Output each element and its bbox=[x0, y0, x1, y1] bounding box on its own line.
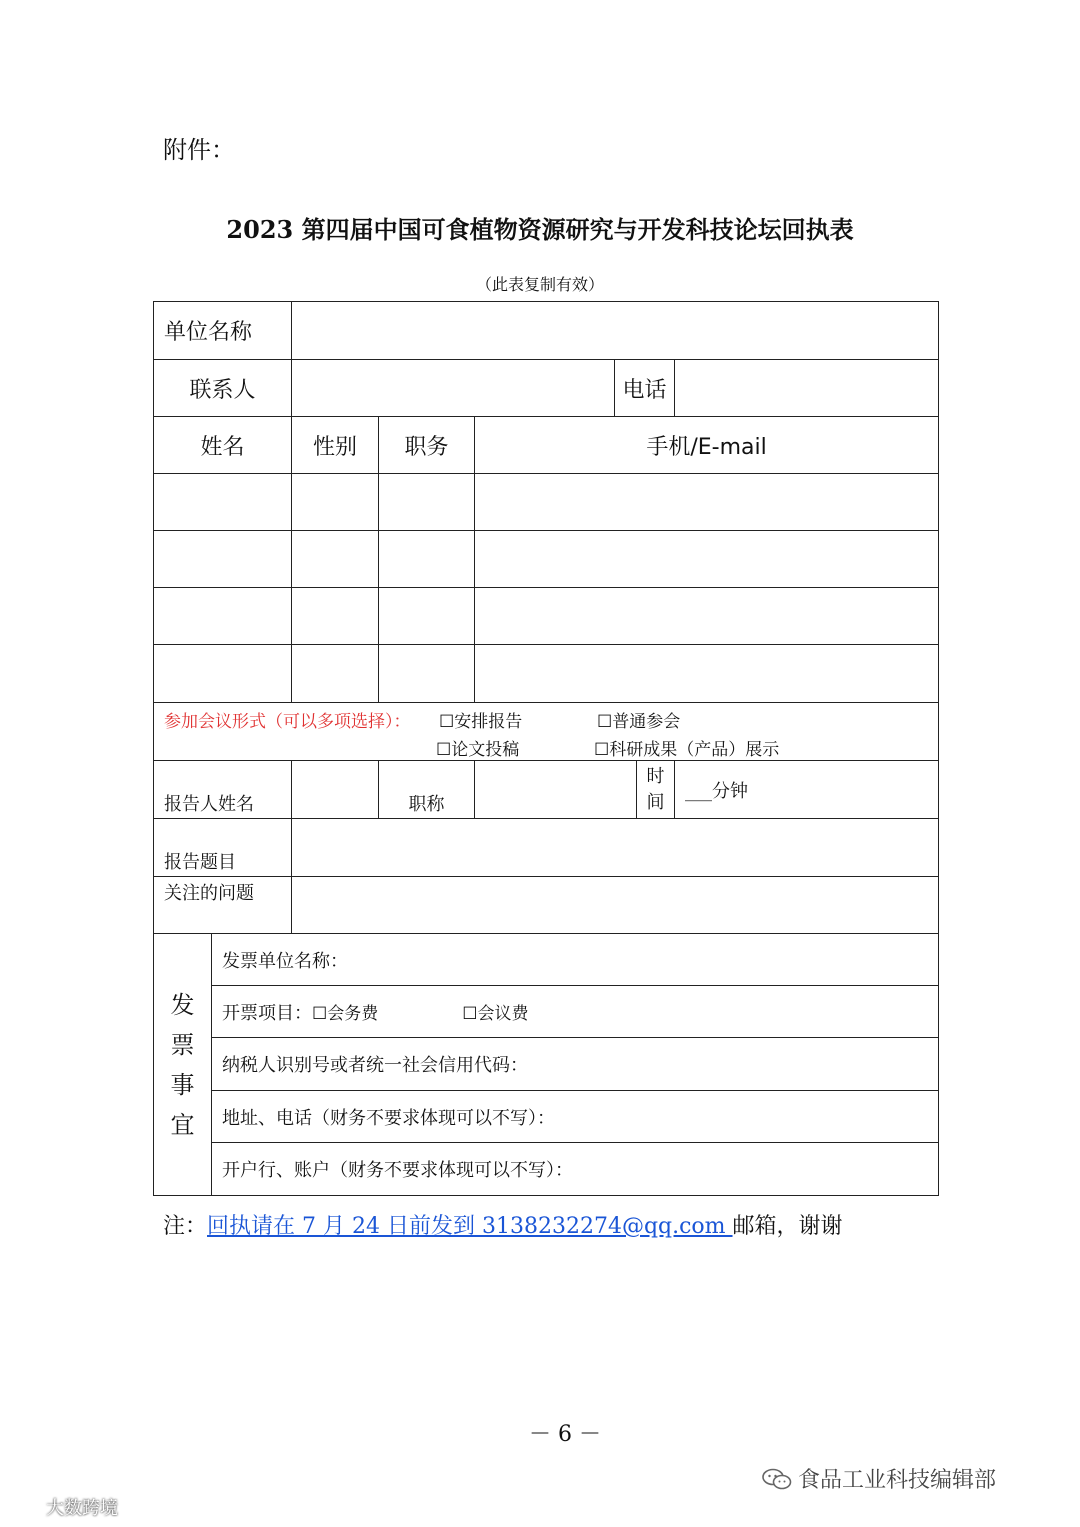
option-research-exhibit[interactable]: ☐科研成果（产品）展示 bbox=[594, 740, 780, 760]
attendee-contact-cell[interactable] bbox=[475, 645, 939, 703]
contact-label: 联系人 bbox=[154, 360, 292, 417]
concern-row bbox=[154, 877, 939, 934]
form-subtitle: （此表复制有效） bbox=[475, 275, 604, 294]
unit-name-field[interactable] bbox=[292, 302, 939, 360]
attendee-gender-cell[interactable] bbox=[292, 588, 379, 645]
col-contact-header: 手机/E-mail bbox=[475, 417, 939, 474]
attendee-gender-cell[interactable] bbox=[292, 531, 379, 588]
option-arrange-report[interactable]: ☐安排报告 bbox=[439, 712, 523, 732]
concern-label: 关注的问题 bbox=[154, 877, 292, 934]
attendee-position-cell[interactable] bbox=[379, 474, 475, 531]
attendee-row bbox=[154, 474, 939, 531]
watermark-left bbox=[6, 1494, 118, 1520]
participation-cell bbox=[154, 703, 939, 761]
attendee-row bbox=[154, 531, 939, 588]
attendee-contact-cell[interactable] bbox=[475, 474, 939, 531]
time-label-1: 时 bbox=[646, 765, 665, 787]
attendee-row bbox=[154, 588, 939, 645]
attendee-contact-cell[interactable] bbox=[475, 588, 939, 645]
attachment-label: 附件： bbox=[163, 136, 235, 164]
attendee-position-cell[interactable] bbox=[379, 645, 475, 703]
report-topic-label: 报告题目 bbox=[154, 819, 292, 877]
participation-label: 参加会议形式（可以多项选择）： bbox=[164, 712, 411, 732]
brand-logo-icon bbox=[6, 1498, 42, 1516]
invoice-items-row bbox=[154, 986, 939, 1038]
time-label-2: 间 bbox=[646, 791, 665, 813]
page-number: － 6 － bbox=[529, 1422, 601, 1447]
option-regular-attend[interactable]: ☐普通参会 bbox=[597, 712, 681, 732]
concern-field[interactable] bbox=[292, 877, 939, 934]
invoice-items-label: 开票项目： bbox=[222, 1002, 312, 1024]
unit-name-label: 单位名称 bbox=[154, 302, 292, 360]
invoice-address-row bbox=[154, 1091, 939, 1143]
invoice-char-4: 宜 bbox=[170, 1110, 195, 1139]
option-paper-submission[interactable]: ☐论文投稿 bbox=[436, 740, 520, 760]
invoice-char-3: 事 bbox=[170, 1070, 195, 1099]
submission-note bbox=[163, 1209, 843, 1240]
invoice-bank-row bbox=[154, 1143, 939, 1196]
attendee-header-row bbox=[154, 417, 939, 474]
speaker-name-label: 报告人姓名 bbox=[154, 761, 292, 819]
invoice-section-label bbox=[154, 934, 212, 1196]
invoice-items-cell bbox=[212, 986, 939, 1038]
participation-row bbox=[154, 703, 939, 761]
invoice-unit-field[interactable]: 发票单位名称： bbox=[212, 934, 939, 986]
attendee-gender-cell[interactable] bbox=[292, 645, 379, 703]
wechat-icon bbox=[762, 1468, 792, 1490]
phone-field[interactable] bbox=[675, 360, 939, 417]
invoice-bank-field[interactable]: 开户行、账户（财务不要求体现可以不写）： bbox=[212, 1143, 939, 1196]
col-position-header: 职务 bbox=[379, 417, 475, 474]
invoice-unit-row bbox=[154, 934, 939, 986]
speaker-row bbox=[154, 761, 939, 819]
form-title: 2023 第四届中国可食植物资源研究与开发科技论坛回执表 bbox=[226, 215, 854, 244]
attendee-contact-cell[interactable] bbox=[475, 531, 939, 588]
attendee-name-cell[interactable] bbox=[154, 474, 292, 531]
col-gender-header: 性别 bbox=[292, 417, 379, 474]
speaker-title-field[interactable] bbox=[475, 761, 637, 819]
invoice-address-field[interactable]: 地址、电话（财务不要求体现可以不写）： bbox=[212, 1091, 939, 1143]
attendee-position-cell[interactable] bbox=[379, 531, 475, 588]
watermark-right-text: 食品工业科技编辑部 bbox=[798, 1468, 997, 1493]
note-suffix: 邮箱，谢谢 bbox=[732, 1214, 843, 1239]
time-label bbox=[637, 761, 675, 819]
watermark-right bbox=[762, 1463, 996, 1494]
minutes-field[interactable]: ___分钟 bbox=[675, 761, 939, 819]
note-prefix: 注： bbox=[163, 1214, 208, 1239]
invoice-char-2: 票 bbox=[170, 1030, 195, 1059]
attendee-gender-cell[interactable] bbox=[292, 474, 379, 531]
speaker-title-label: 职称 bbox=[379, 761, 475, 819]
report-topic-field[interactable] bbox=[292, 819, 939, 877]
contact-field[interactable] bbox=[292, 360, 615, 417]
attendee-row bbox=[154, 645, 939, 703]
email-link[interactable]: 回执请在 7 月 24 日前发到 3138232274@qq.com bbox=[207, 1214, 733, 1239]
attendee-position-cell[interactable] bbox=[379, 588, 475, 645]
invoice-option-service-fee[interactable]: ☐会务费 bbox=[312, 1003, 379, 1024]
attendee-name-cell[interactable] bbox=[154, 531, 292, 588]
invoice-char-1: 发 bbox=[170, 990, 195, 1019]
phone-label: 电话 bbox=[615, 360, 675, 417]
attendee-name-cell[interactable] bbox=[154, 645, 292, 703]
watermark-left-text: 大数跨境 bbox=[46, 1498, 118, 1519]
invoice-option-meeting-fee[interactable]: ☐会议费 bbox=[462, 1003, 529, 1024]
speaker-name-field[interactable] bbox=[292, 761, 379, 819]
col-name-header: 姓名 bbox=[154, 417, 292, 474]
report-topic-row bbox=[154, 819, 939, 877]
unit-name-row bbox=[154, 302, 939, 360]
invoice-taxid-field[interactable]: 纳税人识别号或者统一社会信用代码： bbox=[212, 1038, 939, 1091]
registration-form-table bbox=[153, 301, 939, 1196]
invoice-taxid-row bbox=[154, 1038, 939, 1091]
contact-row bbox=[154, 360, 939, 417]
attendee-name-cell[interactable] bbox=[154, 588, 292, 645]
